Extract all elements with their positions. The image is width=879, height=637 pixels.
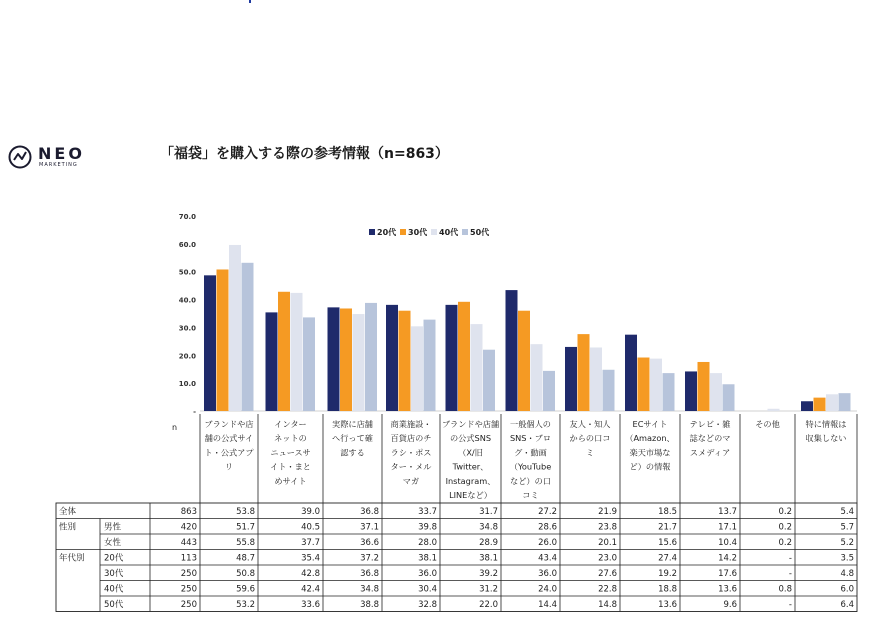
- category-label: 認する: [340, 447, 365, 458]
- table-cell-value: 39.0: [301, 507, 320, 517]
- row-sub-label: 50代: [104, 600, 124, 610]
- table-cell-value: 22.8: [598, 584, 617, 595]
- table-cell-value: 0.8: [778, 584, 792, 595]
- category-label: 友人・知人: [569, 419, 611, 429]
- category-label: 商業施設・: [390, 419, 432, 429]
- table-cell-value: 13.7: [718, 507, 737, 517]
- table-cell-value: 55.8: [236, 538, 255, 548]
- table-cell-value: 21.7: [658, 522, 677, 533]
- category-label: ブランドや店舗: [441, 419, 500, 429]
- category-label: Instagram、: [445, 475, 496, 486]
- table-cell-value: 53.2: [236, 600, 255, 610]
- category-label: SNS・ブロ: [509, 433, 552, 444]
- table-cell-value: 38.1: [479, 553, 498, 564]
- category-label: （Amazon、: [625, 433, 675, 444]
- logo-wordmark: NEO: [38, 144, 85, 163]
- y-tick-label: 40.0: [178, 296, 196, 305]
- y-tick-label: 30.0: [178, 324, 196, 333]
- category-label: ブランドや店: [204, 419, 254, 429]
- table-cell-value: 36.6: [360, 538, 379, 548]
- table-cell-value: 50.8: [236, 569, 255, 579]
- row-group-label: 全体: [59, 507, 77, 517]
- table-cell-value: 28.6: [538, 522, 557, 533]
- row-n-value: 113: [180, 553, 197, 564]
- table-cell-value: 14.8: [598, 600, 617, 610]
- category-label: 収集しない: [805, 433, 847, 444]
- table-cell-value: 6.0: [840, 584, 854, 595]
- legend-label: 40代: [439, 228, 459, 237]
- category-label: その他: [755, 419, 780, 429]
- table-cell-value: 34.8: [360, 584, 379, 595]
- legend-label: 20代: [377, 228, 397, 237]
- row-sub-label: 男性: [104, 522, 122, 533]
- category-label: ニュースサ: [270, 447, 311, 458]
- y-tick-label: 50.0: [178, 268, 196, 277]
- category-label: （X/旧: [458, 447, 483, 458]
- category-label: ター・メル: [390, 461, 432, 472]
- table-cell-value: 20.1: [598, 538, 617, 548]
- category-label: ト・公式アプ: [204, 447, 254, 458]
- y-tick-label: 20.0: [178, 352, 196, 361]
- category-label: グ・動画: [514, 447, 547, 458]
- table-cell-value: 23.0: [598, 553, 617, 564]
- table-cell-value: 53.8: [236, 507, 255, 517]
- table-cell-value: 39.2: [479, 569, 498, 579]
- table-cell-value: 35.4: [301, 553, 320, 564]
- table-cell-value: 43.4: [538, 553, 557, 564]
- table-cell-value: 42.8: [301, 569, 320, 579]
- row-n-value: 863: [180, 507, 197, 517]
- category-label: （YouTube: [509, 461, 552, 472]
- table-cell-value: 5.4: [840, 507, 854, 517]
- table-cell-value: 27.2: [538, 507, 557, 517]
- table-cell-value: 17.6: [718, 569, 737, 579]
- category-label: 百貨店のチ: [390, 433, 432, 444]
- table-cell-value: 27.4: [658, 553, 677, 564]
- category-label: ネットの: [274, 433, 307, 444]
- table-cell-value: 37.2: [360, 553, 379, 564]
- table-cell-value: 36.8: [360, 569, 379, 579]
- table-cell-value: 14.2: [718, 553, 737, 564]
- table-cell-value: 17.1: [718, 522, 737, 533]
- row-sub-label: 20代: [104, 553, 124, 564]
- table-cell-value: 42.4: [301, 584, 320, 595]
- table-cell-value: 32.8: [418, 600, 437, 610]
- table-cell-value: 13.6: [718, 584, 737, 595]
- category-label: コミ: [522, 490, 539, 500]
- category-label: イト・まと: [270, 461, 311, 472]
- table-cell-value: 28.9: [479, 538, 498, 548]
- category-label: 誌などのマ: [689, 433, 731, 444]
- row-n-value: 250: [180, 584, 197, 595]
- category-label: からの口コ: [569, 433, 611, 444]
- table-cell-value: 36.0: [418, 569, 437, 579]
- table-cell-value: 28.0: [418, 538, 437, 548]
- table-cell-value: 37.7: [301, 538, 320, 548]
- category-label: マガ: [402, 475, 420, 486]
- table-cell-value: 22.0: [479, 600, 498, 610]
- table-cell-value: -: [788, 569, 792, 579]
- category-label: へ行って確: [332, 433, 373, 444]
- category-label: 一般個人の: [510, 419, 551, 429]
- table-cell-value: 9.6: [723, 600, 737, 610]
- table-cell-value: 34.8: [479, 522, 498, 533]
- legend-label: 50代: [470, 228, 490, 237]
- table-cell-value: 36.8: [360, 507, 379, 517]
- table-cell-value: 51.7: [236, 522, 255, 533]
- table-cell-value: 13.6: [658, 600, 677, 610]
- table-cell-value: 15.6: [658, 538, 677, 548]
- table-cell-value: 38.8: [360, 600, 379, 610]
- table-cell-value: 26.0: [538, 538, 557, 548]
- table-cell-value: 24.0: [538, 584, 557, 595]
- table-cell-value: 48.7: [236, 553, 255, 564]
- category-label: など）の口: [510, 475, 551, 486]
- table-cell-value: 30.4: [418, 584, 437, 595]
- category-label: テレビ・雑: [689, 419, 731, 429]
- table-cell-value: -: [788, 553, 792, 564]
- category-label: Twitter、: [452, 461, 489, 472]
- table-cell-value: 14.4: [538, 600, 557, 610]
- y-tick-label: 70.0: [178, 213, 196, 221]
- table-cell-value: 27.6: [598, 569, 617, 579]
- category-label: めサイト: [274, 475, 307, 486]
- logo-subtitle: MARKETING: [39, 162, 78, 168]
- table-cell-value: 31.7: [479, 507, 498, 517]
- table-cell-value: 0.2: [778, 507, 792, 517]
- category-label: インター: [274, 419, 307, 429]
- row-group-label: 性別: [59, 522, 77, 533]
- table-cell-value: 38.1: [418, 553, 437, 564]
- row-n-value: 443: [180, 538, 197, 548]
- row-sub-label: 30代: [104, 569, 124, 579]
- row-sub-label: 女性: [104, 538, 122, 548]
- table-cell-value: -: [788, 600, 792, 610]
- category-label: スメディア: [689, 447, 731, 458]
- table-cell-value: 37.1: [360, 522, 379, 533]
- y-tick-label: -: [193, 408, 196, 416]
- category-label: ラシ・ポス: [390, 447, 432, 458]
- category-label: ミ: [585, 447, 595, 458]
- table-cell-value: 39.8: [418, 522, 437, 533]
- table-cell-value: 3.5: [840, 553, 854, 564]
- row-n-value: 250: [180, 600, 197, 610]
- table-cell-value: 31.2: [479, 584, 498, 595]
- table-cell-value: 21.9: [598, 507, 617, 517]
- table-cell-value: 10.4: [718, 538, 737, 548]
- table-cell-value: 18.5: [658, 507, 677, 517]
- row-sub-label: 40代: [104, 584, 124, 595]
- category-label: 舗の公式サイ: [204, 433, 254, 444]
- category-label: 特に情報は: [805, 419, 847, 429]
- row-n-value: 250: [180, 569, 197, 579]
- table-cell-value: 59.6: [236, 584, 255, 595]
- table-cell-value: 40.5: [301, 522, 320, 533]
- table-cell-value: 5.2: [840, 538, 854, 548]
- table-cell-value: 0.2: [778, 522, 792, 533]
- category-label: LINEなど）: [449, 490, 492, 500]
- category-label: の公式SNS: [449, 433, 492, 444]
- table-cell-value: 0.2: [778, 538, 792, 548]
- table-cell-value: 19.2: [658, 569, 677, 579]
- y-tick-label: 60.0: [178, 240, 196, 249]
- table-cell-value: 33.7: [418, 507, 437, 517]
- category-label: 実際に店舗: [332, 419, 373, 429]
- category-label: ECサイト: [632, 419, 668, 429]
- table-cell-value: 18.8: [658, 584, 677, 595]
- table-cell-value: 6.4: [840, 600, 854, 610]
- category-label: ど）の情報: [629, 461, 671, 472]
- category-label: リ: [224, 461, 234, 472]
- row-n-value: 420: [180, 522, 197, 533]
- n-header: n: [172, 423, 178, 432]
- table-cell-value: 4.8: [840, 569, 854, 579]
- row-group-label: 年代別: [59, 553, 85, 564]
- table-cell-value: 33.6: [301, 600, 320, 610]
- table-cell-value: 5.7: [840, 522, 854, 533]
- category-label: 楽天市場な: [629, 447, 671, 458]
- chart-title: 「福袋」を購入する際の参考情報（n=863）: [160, 146, 449, 162]
- legend-label: 30代: [408, 228, 428, 237]
- table-cell-value: 23.8: [598, 522, 617, 533]
- y-tick-label: 10.0: [178, 380, 196, 389]
- table-cell-value: 36.0: [538, 569, 557, 579]
